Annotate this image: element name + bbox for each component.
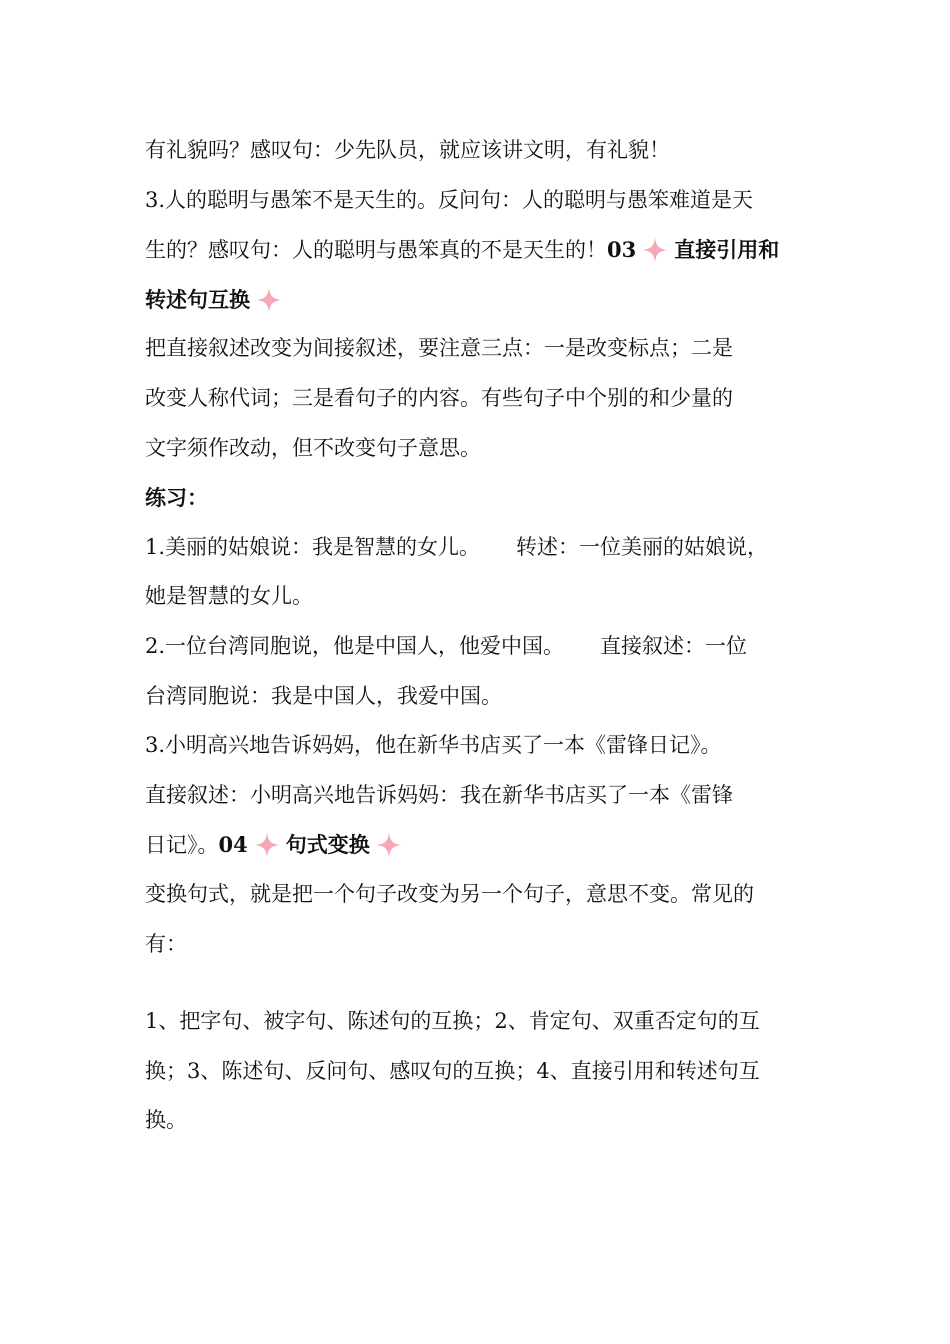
text-line-16: 变换句式，就是把一个句子改变为另一个句子，意思不变。常见的: [145, 881, 754, 906]
exercise-1-answer: 转述：一位美丽的姑娘说，: [516, 534, 769, 559]
text-line-5: 把直接叙述改变为间接叙述，要注意三点：一是改变标点；二是: [145, 336, 733, 361]
paragraph-line: [145, 176, 810, 226]
text-line-3: 生的？感叹句：人的聪明与愚笨真的不是天生的！: [145, 238, 607, 263]
text-line-20: 换。: [145, 1108, 187, 1133]
section-heading-03: 直接引用和: [674, 237, 780, 263]
section-heading-03-cont: 转述句互换: [145, 286, 250, 312]
paragraph-line: [145, 622, 810, 672]
exercise-1: 1.美丽的姑娘说：我是智慧的女儿。: [145, 534, 481, 559]
exercise-2: 2.一位台湾同胞说，他是中国人，他爱中国。: [145, 633, 565, 658]
text-line-6: 改变人称代词；三是看句子的内容。有些句子中个别的和少量的: [145, 385, 733, 410]
paragraph-line: [145, 920, 810, 970]
sparkle-star-icon: [376, 832, 402, 858]
paragraph-line: [145, 721, 810, 771]
paragraph-line: [145, 771, 810, 821]
text-line-17: 有：: [145, 931, 187, 956]
paragraph-line: [145, 225, 810, 275]
paragraph-line: [145, 1096, 810, 1146]
text-line-1: 有礼貌吗？感叹句：少先队员，就应该讲文明，有礼貌！: [145, 138, 670, 162]
paragraph-line: [145, 424, 810, 474]
paragraph-line: [145, 997, 810, 1047]
paragraph-line: [145, 275, 810, 325]
paragraph-line: [145, 473, 810, 523]
sparkle-star-icon: [254, 832, 280, 858]
text-line-10: 她是智慧的女儿。: [145, 584, 313, 609]
text-line-2: 3.人的聪明与愚笨不是天生的。反问句：人的聪明与愚笨难道是天: [145, 187, 754, 212]
paragraph-line: [145, 523, 810, 573]
exercise-3: 3.小明高兴地告诉妈妈，他在新华书店买了一本《雷锋日记》。: [145, 733, 722, 758]
section-number-04: 04: [218, 832, 248, 858]
document-body: [145, 126, 810, 1146]
paragraph-line: [145, 820, 810, 870]
section-number-03: 03: [607, 237, 637, 263]
exercise-2-answer: 直接叙述：一位: [600, 633, 748, 658]
paragraph-line: [145, 1047, 810, 1097]
paragraph-line: [145, 374, 810, 424]
section-heading-04: 句式变换: [285, 832, 370, 858]
text-line-19: 换；3、陈述句、反问句、感叹句的互换；4、直接引用和转述句互: [145, 1058, 760, 1083]
paragraph-line: [145, 572, 810, 622]
text-line-12: 台湾同胞说：我是中国人，我爱中国。: [145, 683, 502, 708]
paragraph-line: [145, 672, 810, 722]
exercise-3-answer: 直接叙述：小明高兴地告诉妈妈：我在新华书店买了一本《雷锋: [145, 782, 733, 807]
paragraph-line: [145, 126, 810, 176]
text-line-15: 日记》。: [145, 833, 219, 858]
text-line-18: 1、把字句、被字句、陈述句的互换；2、肯定句、双重否定句的互: [145, 1009, 760, 1034]
sparkle-star-icon: [642, 237, 668, 263]
paragraph-line: [145, 870, 810, 920]
sparkle-star-icon: [256, 287, 282, 313]
text-line-7: 文字须作改动，但不改变句子意思。: [145, 435, 481, 460]
exercise-heading: 练习：: [145, 485, 208, 511]
paragraph-line: [145, 324, 810, 374]
